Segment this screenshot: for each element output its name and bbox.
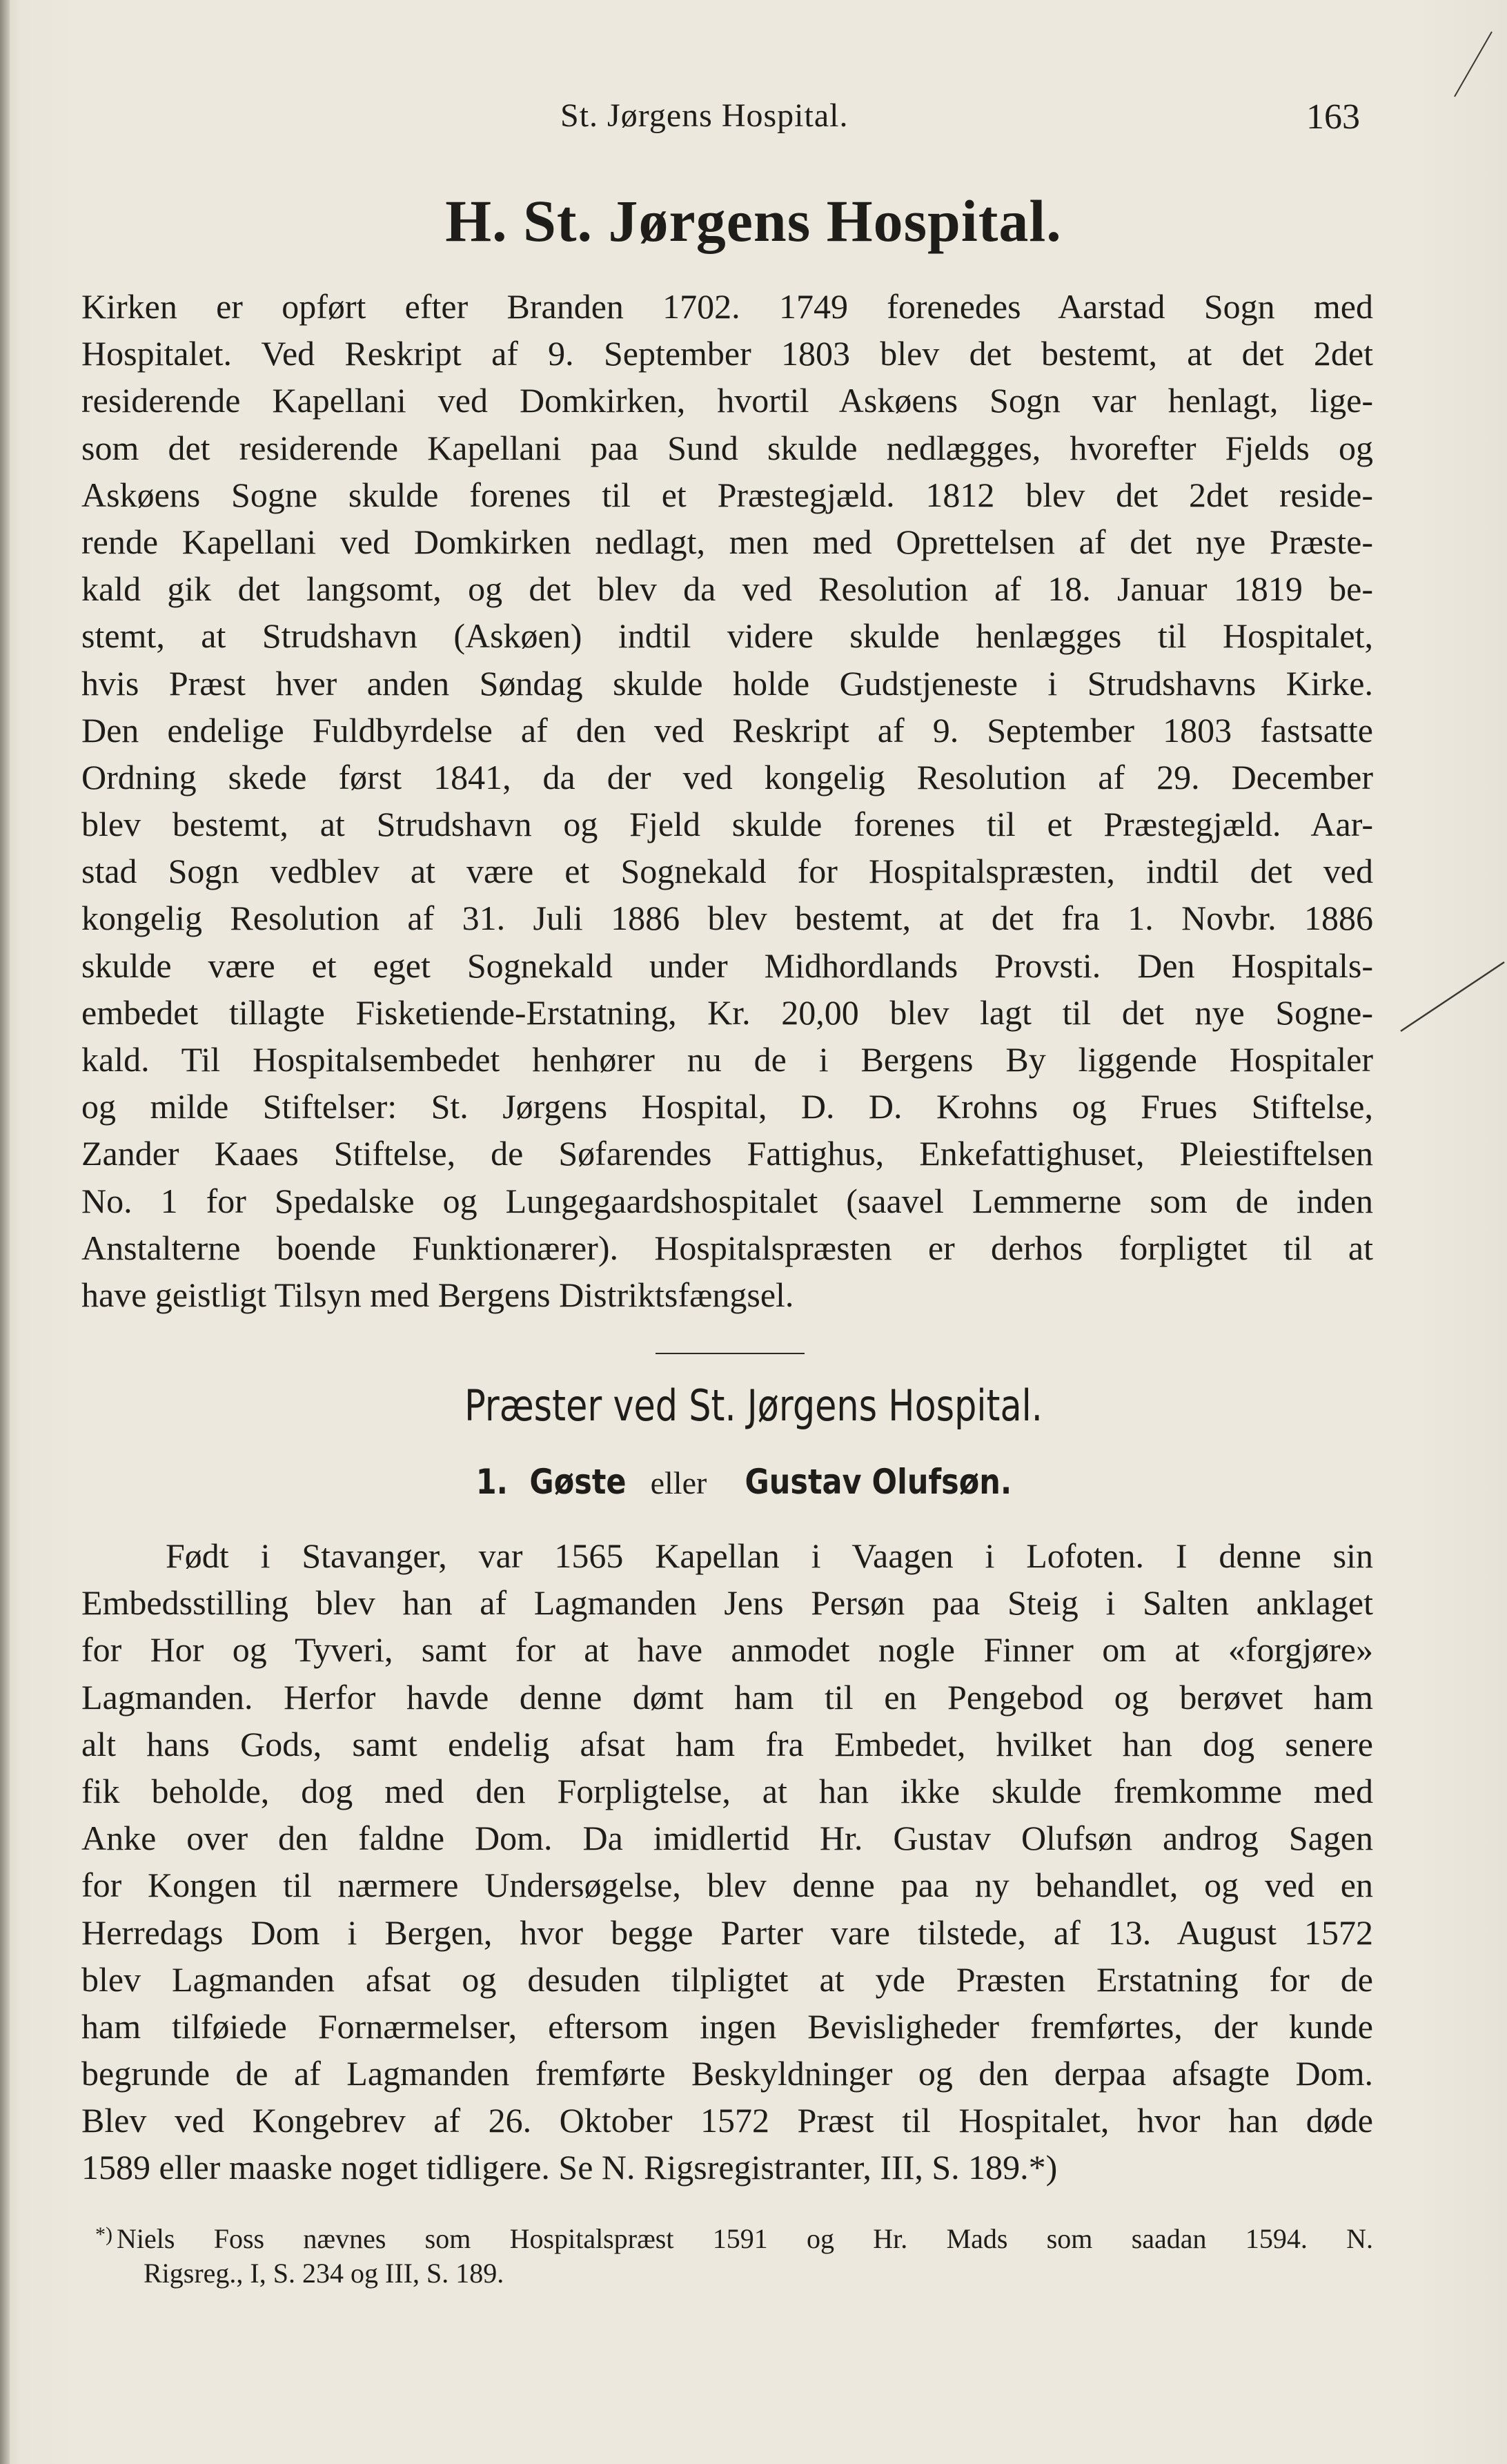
text-line: rende Kapellani ved Domkirken nedlagt, men med Oprettelsen af det nye Præste-	[81, 522, 1373, 561]
text-line: Embedsstilling blev han af Lagmanden Jens Persøn paa Steig i Salten anklaget	[81, 1583, 1373, 1623]
text-line: kald gik det langsomt, og det blev da ved Resolution af 18. Januar 1819 be-	[81, 569, 1373, 609]
footnote-line	[95, 2216, 1373, 2254]
text-line: alt hans Gods, samt endelig afsat ham fra Embedet, hvilket han dog senere	[81, 1724, 1373, 1763]
chapter-heading: H. St. Jørgens Hospital.	[445, 188, 1062, 254]
section-heading: Præster ved St. Jørgens Hospital.	[464, 1380, 1043, 1431]
footnote-marker: *)	[95, 2223, 112, 2246]
text-line: som det residerende Kapellani paa Sund skulde nedlægges, hvorefter Fjelds og	[81, 428, 1373, 467]
text-line: stad Sogn vedblev at være et Sognekald for Hospitalspræsten, indtil det ved	[81, 852, 1373, 891]
text-line: Den endelige Fuldbyrdelse af den ved Reskript af 9. September 1803 fastsatte	[81, 710, 1373, 750]
text-line: blev bestemt, at Strudshavn og Fjeld skulde forenes til et Præstegjæld. Aar-	[81, 805, 1373, 844]
text-line: Blev ved Kongebrev af 26. Oktober 1572 Præst til Hospitalet, hvor han døde	[81, 2101, 1373, 2140]
text-line: Hospitalet. Ved Reskript af 9. September 1803 blev det bestemt, at det 2det	[81, 334, 1373, 373]
annotation-stroke-icon	[1394, 959, 1507, 1035]
entry-heading	[0, 1462, 1507, 1502]
text-line: residerende Kapellani ved Domkirken, hvortil Askøens Sogn var henlagt, lige-	[81, 381, 1373, 420]
entry-name-second: Gustav Olufsøn.	[745, 1462, 1012, 1502]
text-line: og milde Stiftelser: St. Jørgens Hospital, D. D. Krohns og Frues Stiftelse,	[81, 1087, 1373, 1126]
text-line: skulde være et eget Sognekald under Midhordlands Provsti. Den Hospitals-	[81, 946, 1373, 985]
entry-number: 1.	[475, 1462, 509, 1502]
text-line: kald. Til Hospitalsembedet henhører nu de i Bergens By liggende Hospitaler	[81, 1040, 1373, 1079]
section-divider	[656, 1353, 805, 1354]
text-line: ham tilføiede Fornærmelser, eftersom ingen Bevisligheder fremførtes, der kunde	[81, 2006, 1373, 2046]
text-line: Ordning skede først 1841, da der ved kongelig Resolution af 29. December	[81, 757, 1373, 796]
running-title: St. Jørgens Hospital.	[560, 97, 849, 134]
text-line: No. 1 for Spedalske og Lungegaardshospitalet (saavel Lemmerne som de inden	[81, 1181, 1373, 1220]
text-line: stemt, at Strudshavn (Askøen) indtil videre skulde henlægges til Hospitalet,	[81, 616, 1373, 656]
text-line: for Hor og Tyveri, samt for at have anmodet nogle Finner om at «forgjøre»	[81, 1630, 1373, 1670]
text-line: Anke over den faldne Dom. Da imidlertid Hr. Gustav Olufsøn androg Sagen	[81, 1819, 1373, 1858]
biography-paragraph	[81, 1532, 1373, 2191]
text-line: blev Lagmanden afsat og desuden tilpligtet at yde Præsten Erstatning for de	[81, 1959, 1373, 1999]
page-binding-edge	[0, 0, 10, 2464]
text-line: kongelig Resolution af 31. Juli 1886 blev bestemt, at det fra 1. Novbr. 1886	[81, 899, 1373, 938]
text-line: begrunde de af Lagmanden fremførte Beskyldninger og den derpaa afsagte Dom.	[81, 2054, 1373, 2093]
page-number: 163	[1306, 97, 1360, 137]
pencil-mark-icon	[1449, 28, 1497, 104]
footnote-line: Rigsreg., I, S. 234 og III, S. 189.	[144, 2258, 504, 2289]
text-line: fik beholde, dog med den Forpligtelse, at han ikke skulde fremkomme med	[81, 1771, 1373, 1810]
text-line: 1589 eller maaske noget tidligere. Se N. Rigsregistranter, III, S. 189.*)	[81, 2148, 1058, 2187]
entry-conjunction: eller	[650, 1465, 707, 1500]
text-line: Askøens Sogne skulde forenes til et Præstegjæld. 1812 blev det 2det reside-	[81, 475, 1373, 514]
entry-name-first: Gøste	[529, 1462, 627, 1502]
running-header	[0, 97, 1507, 138]
text-line: for Kongen til nærmere Undersøgelse, blev denne paa ny behandlet, og ved en	[81, 1866, 1373, 1905]
text-line: have geistligt Tilsyn med Bergens Distriktsfængsel.	[81, 1275, 794, 1314]
text-line: Zander Kaaes Stiftelse, de Søfarendes Fattighus, Enkefattighuset, Pleiestiftelsen	[81, 1134, 1373, 1173]
intro-paragraph	[81, 283, 1373, 1318]
text-line: Anstalterne boende Funktionærer). Hospitalspræsten er derhos forpligtet til at	[81, 1228, 1373, 1267]
text-line: Kirken er opført efter Branden 1702. 1749 forenedes Aarstad Sogn med	[81, 287, 1373, 326]
text-line: embedet tillagte Fisketiende-Erstatning, Kr. 20,00 blev lagt til det nye Sogne-	[81, 993, 1373, 1032]
text-line: Lagmanden. Herfor havde denne dømt ham til en Pengebod og berøvet ham	[81, 1677, 1373, 1717]
footnote-text: Niels Foss nævnes som Hospitalspræst 1591 og Hr. Mads som saadan 1594. N.	[117, 2223, 1373, 2254]
text-line: Født i Stavanger, var 1565 Kapellan i Vaagen i Lofoten. I denne sin	[166, 1536, 1373, 1575]
footnote	[95, 2216, 1373, 2293]
text-line: hvis Præst hver anden Søndag skulde holde Gudstjeneste i Strudshavns Kirke.	[81, 663, 1373, 703]
text-line: Herredags Dom i Bergen, hvor begge Parter vare tilstede, af 13. August 1572	[81, 1913, 1373, 1952]
